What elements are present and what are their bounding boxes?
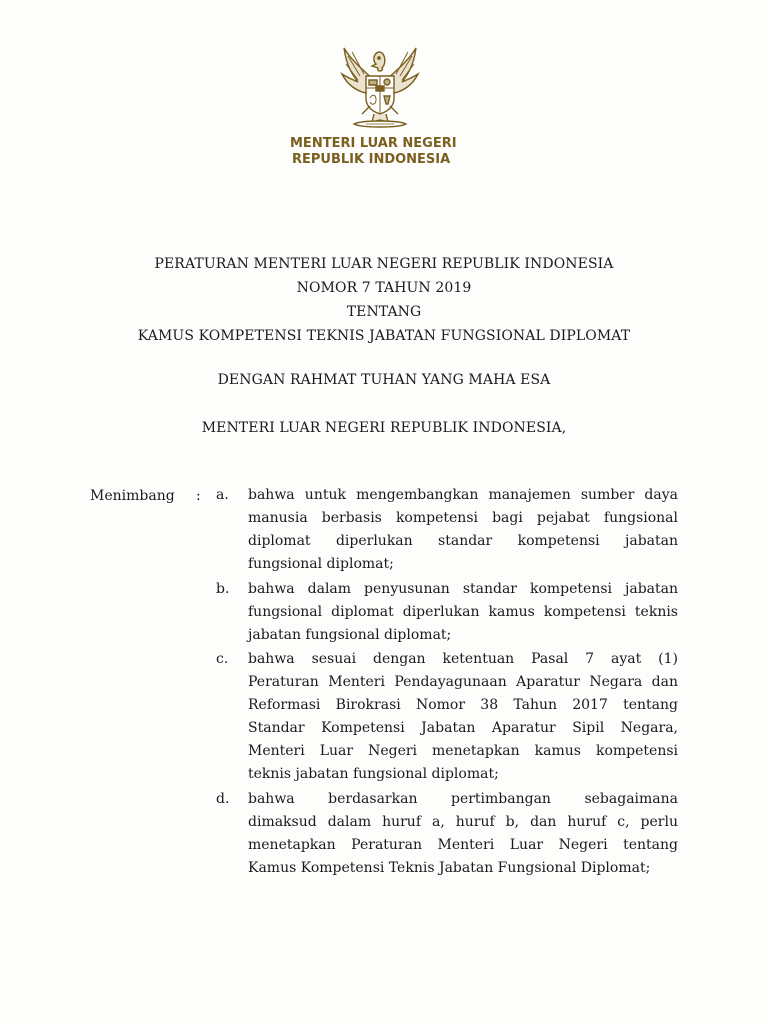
item-letter: a. — [216, 487, 229, 503]
title-line-2: NOMOR 7 TAHUN 2019 — [296, 280, 472, 296]
item-line: Reformasi Birokrasi Nomor 38 Tahun 2017 tentang — [248, 697, 678, 713]
menteri-line: MENTERI LUAR NEGERI REPUBLIK INDONESIA, — [201, 420, 567, 436]
rahmat-line: DENGAN RAHMAT TUHAN YANG MAHA ESA — [217, 372, 551, 388]
item-line: menetapkan Peraturan Menteri Luar Negeri tentang — [248, 837, 678, 853]
item-line: bahwa sesuai dengan ketentuan Pasal 7 ayat (1) — [248, 651, 678, 667]
item-line: Standar Kompetensi Jabatan Aparatur Sipil Negara, — [248, 720, 678, 736]
menimbang-colon: : — [196, 488, 201, 504]
item-line: manusia berbasis kompetensi bagi pejabat fungsional — [248, 510, 678, 526]
item-text — [248, 484, 678, 576]
item-line: dimaksud dalam huruf a, huruf b, dan huruf c, perlu — [248, 814, 678, 830]
title-line-3: TENTANG — [346, 304, 422, 320]
item-line: fungsional diplomat; — [248, 556, 394, 572]
regulation-title — [0, 252, 768, 348]
ministry-line-1: MENTERI LUAR NEGERI — [290, 136, 457, 151]
menimbang-label: Menimbang — [90, 488, 175, 504]
item-letter: c. — [216, 651, 229, 667]
title-line-4: KAMUS KOMPETENSI TEKNIS JABATAN FUNGSIONAL DIPLOMAT — [137, 328, 631, 344]
item-line: bahwa berdasarkan pertimbangan sebagaimana — [248, 791, 678, 807]
item-text — [248, 578, 678, 647]
item-text — [248, 648, 678, 786]
ministry-heading — [290, 136, 480, 168]
item-line: teknis jabatan fungsional diplomat; — [248, 766, 499, 782]
title-line-1: PERATURAN MENTERI LUAR NEGERI REPUBLIK INDONESIA — [154, 256, 614, 272]
item-line: Peraturan Menteri Pendayagunaan Aparatur Negara dan — [248, 674, 678, 690]
item-letter: b. — [216, 581, 230, 597]
item-line: diplomat diperlukan standar kompetensi jabatan — [248, 533, 678, 549]
item-letter: d. — [216, 791, 230, 807]
item-line: fungsional diplomat diperlukan kamus kompetensi teknis — [248, 604, 678, 620]
item-line: bahwa untuk mengembangkan manajemen sumber daya — [248, 487, 678, 503]
garuda-emblem-icon — [332, 42, 428, 134]
item-line: bahwa dalam penyusunan standar kompetensi jabatan — [248, 581, 678, 597]
item-line: jabatan fungsional diplomat; — [248, 627, 452, 643]
item-text — [248, 788, 678, 880]
ministry-line-2: REPUBLIK INDONESIA — [292, 152, 451, 167]
item-line: Menteri Luar Negeri menetapkan kamus kompetensi — [248, 743, 678, 759]
item-line: Kamus Kompetensi Teknis Jabatan Fungsional Diplomat; — [248, 860, 651, 876]
